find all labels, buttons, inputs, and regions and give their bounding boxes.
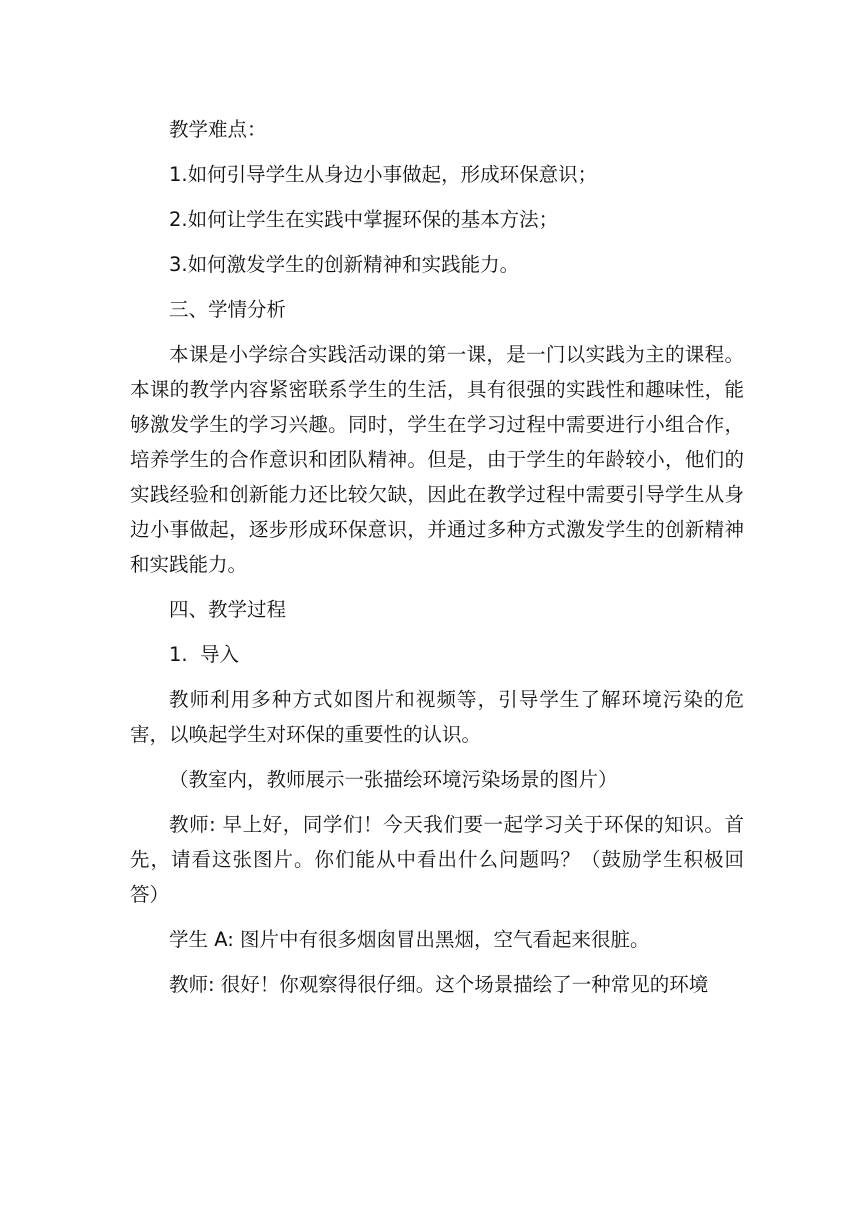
difficulty-item-1: 1.如何引导学生从身边小事做起，形成环保意识； (169, 163, 598, 186)
subheading-introduction: 1. 导入 (169, 643, 240, 666)
learner-analysis-paragraph: 本课是小学综合实践活动课的第一课，是一门以实践为主的课程。本课的教学内容紧密联系学生的生活，具有很强的实践性和趣味性，能够激发学生的学习兴趣。同时，学生在学习过程中需要进行小组合作，培养学生的合作意识和团队精神。但是，由于学生的年龄较小，他们的实践经验和创新能力还比较欠缺，因此在教学过程中需要引导学生从身边小事做起，逐步形成环保意识，并通过多种方式激发学生的创新精神和实践能力。 (130, 343, 744, 576)
difficulty-item-3: 3.如何激发学生的创新精神和实践能力。 (169, 253, 520, 276)
section-heading-learner-analysis: 三、学情分析 (169, 298, 287, 321)
introduction-paragraph: 教师利用多种方式如图片和视频等，引导学生了解环境污染的危害，以唤起学生对环保的重要性的认识。 (130, 688, 744, 746)
difficulty-item-2: 2.如何让学生在实践中掌握环保的基本方法； (169, 208, 559, 231)
document-page (130, 112, 744, 1012)
dialogue-teacher-2: 教师: 很好！你观察得很仔细。这个场景描绘了一种常见的环境 (169, 973, 709, 996)
stage-direction: （教室内，教师展示一张描绘环境污染场景的图片） (169, 768, 618, 791)
difficulty-heading: 教学难点： (169, 118, 267, 141)
dialogue-student-a: 学生 A: 图片中有很多烟囱冒出黑烟，空气看起来很脏。 (169, 928, 650, 951)
section-heading-teaching-process: 四、教学过程 (169, 598, 287, 621)
dialogue-teacher-1: 教师: 早上好，同学们！今天我们要一起学习关于环保的知识。首先，请看这张图片。你们能从中看出什么问题吗？（鼓励学生积极回答） (130, 813, 744, 906)
